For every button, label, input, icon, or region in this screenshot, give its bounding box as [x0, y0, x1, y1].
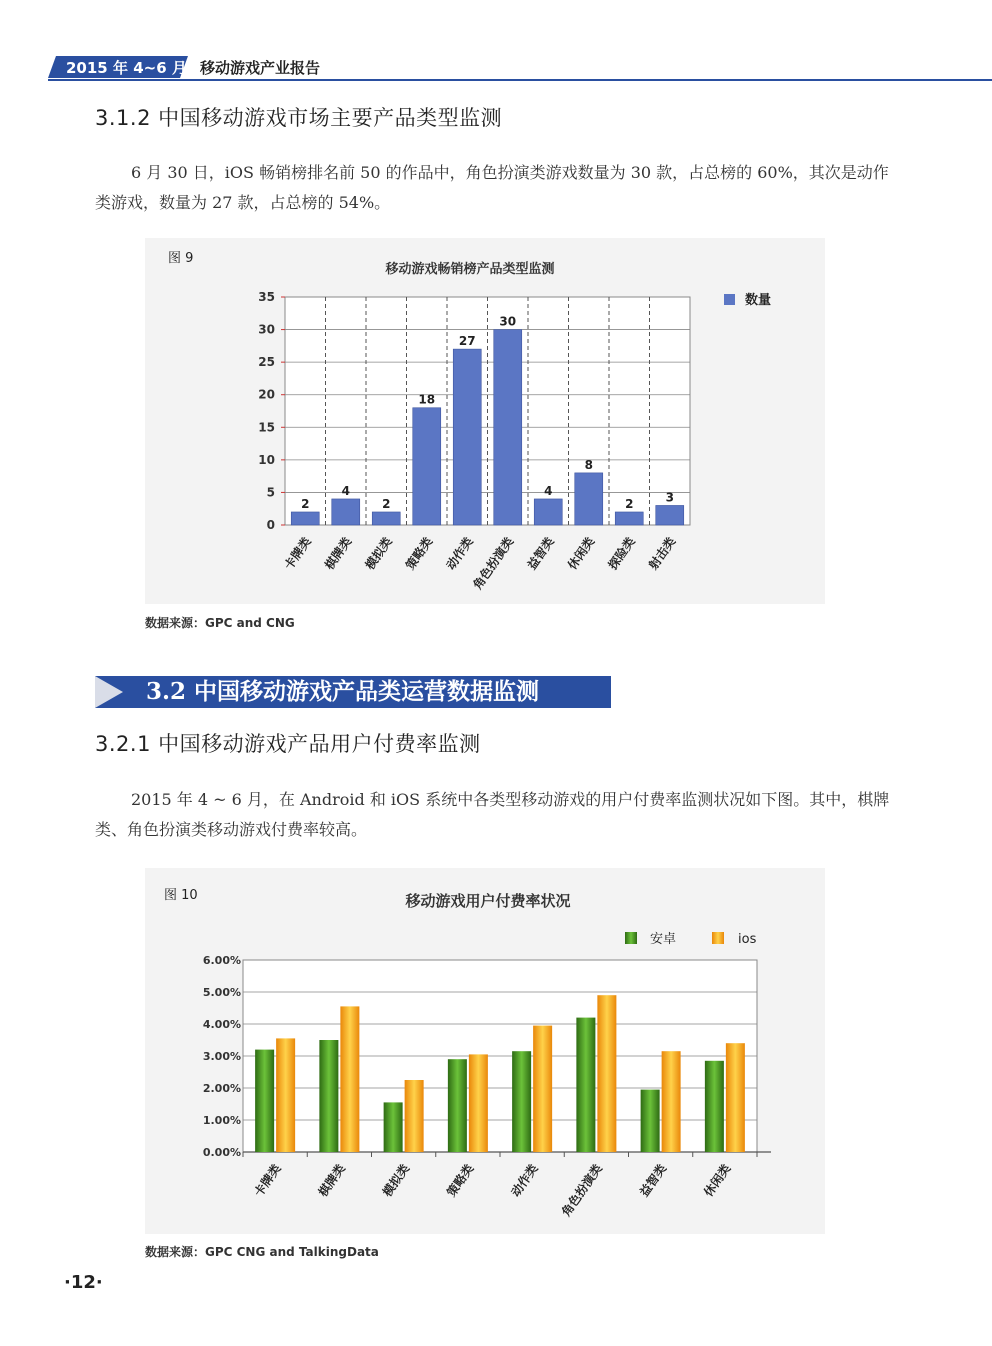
chart1-category-label: 探险类 [605, 534, 638, 573]
chart1-category-label: 棋牌类 [322, 534, 355, 573]
chart2-bar-ios [597, 995, 616, 1152]
chart1-data-label: 2 [301, 496, 310, 511]
chart2-ytick-label: 1.00% [202, 1114, 241, 1127]
chart2-ytick-label: 0.00% [202, 1146, 241, 1159]
chart2-legend-label-android: 安卓 [650, 932, 677, 947]
chart2-bar-ios [469, 1054, 488, 1152]
header-date: 2015 年 4~6 月 [66, 59, 187, 77]
chart2-category-label: 策略类 [444, 1161, 477, 1200]
figure9-label: 图 9 [168, 251, 194, 266]
section-32-arrow-icon [95, 676, 123, 708]
chart1-ytick-label: 35 [258, 290, 275, 304]
chart2-category-label: 棋牌类 [315, 1161, 348, 1200]
chart2-bar-android [448, 1059, 467, 1152]
chart1-category-label: 动作类 [443, 534, 476, 573]
chart2-category-label: 模拟类 [379, 1161, 413, 1200]
chart2-bar-ios [533, 1026, 552, 1152]
section-321-heading: 3.2.1 中国移动游戏产品用户付费率监测 [95, 732, 481, 756]
chart1-legend-swatch [724, 294, 735, 305]
chart1-data-label: 2 [625, 496, 634, 511]
header-report-title: 移动游戏产业报告 [200, 59, 321, 77]
section-321-paragraph: 2015 年 4 ~ 6 月，在 Android 和 iOS 系统中各类型移动游戏的用户付费率监测状况如下图。其中，棋牌类、角色扮演类移动游戏付费率较高。 [95, 790, 890, 839]
chart1-bar [372, 512, 400, 525]
chart1-ytick-label: 10 [258, 452, 275, 467]
chart2-bar-ios [662, 1051, 681, 1152]
chart1-category-label: 卡牌类 [281, 534, 314, 573]
chart2-legend-swatch-android [625, 932, 637, 944]
chart1-svg [145, 238, 825, 604]
chart2-category-label: 动作类 [508, 1161, 541, 1200]
chart2-ytick-label: 5.00% [202, 986, 241, 999]
chart1-bar [575, 473, 603, 525]
chart2-category-label: 角色扮演类 [558, 1161, 605, 1219]
figure10-source: 数据来源：GPC CNG and TalkingData [145, 1245, 379, 1259]
chart1-bar [291, 512, 319, 525]
chart2-ytick-label: 2.00% [202, 1082, 241, 1095]
chart1-data-label: 4 [341, 483, 350, 498]
chart1-ytick-label: 30 [258, 322, 275, 337]
figure10-label: 图 10 [164, 888, 198, 903]
chart1-legend-label: 数量 [745, 293, 772, 308]
chart1-bar [656, 505, 684, 525]
chart1-bar [615, 512, 643, 525]
chart2-category-label: 益智类 [636, 1161, 670, 1200]
chart2-bar-ios [340, 1006, 359, 1152]
chart1-ytick-label: 0 [266, 518, 275, 532]
chart2-category-label: 卡牌类 [251, 1161, 284, 1200]
chart2-bar-android [319, 1040, 338, 1152]
chart2-bar-android [384, 1102, 403, 1152]
chart1-bar [332, 499, 360, 525]
chart2-ytick-label: 6.00% [202, 954, 241, 967]
chart1-category-label: 模拟类 [362, 534, 395, 573]
chart2-category-label: 休闲类 [701, 1161, 734, 1200]
chart1-data-label: 4 [544, 483, 553, 498]
chart1-data-label: 27 [458, 334, 476, 349]
chart2-legend-label-ios: ios [738, 932, 757, 947]
chart1-ytick-label: 5 [266, 485, 275, 500]
chart1-data-label: 3 [665, 490, 674, 505]
chart1-ytick-label: 15 [258, 420, 275, 435]
chart1-data-label: 2 [382, 496, 391, 511]
chart2-ytick-label: 4.00% [202, 1018, 241, 1031]
section-312-paragraph: 6 月 30 日，iOS 畅销榜排名前 50 的作品中，角色扮演类游戏数量为 30 款，占总榜的 60%，其次是动作类游戏，数量为 27 款，占总榜的 54%。 [95, 163, 889, 212]
section-32-title: 3.2 中国移动游戏产品类运营数据监测 [146, 678, 540, 705]
chart1-category-label: 策略类 [403, 534, 436, 573]
chart1-category-label: 休闲类 [565, 534, 598, 573]
chart2-title: 移动游戏用户付费率状况 [405, 892, 571, 910]
section-312-heading: 3.1.2 中国移动游戏市场主要产品类型监测 [95, 106, 503, 130]
chart2-ytick-label: 3.00% [202, 1050, 241, 1063]
chart2-bar-android [705, 1061, 724, 1152]
chart2-bar-android [512, 1051, 531, 1152]
chart1-title: 移动游戏畅销榜产品类型监测 [385, 262, 555, 277]
chart2-svg [145, 868, 825, 1234]
chart2-bar-ios [405, 1080, 424, 1152]
chart2-bar-ios [276, 1038, 295, 1152]
figure9-source: 数据来源：GPC and CNG [145, 616, 295, 630]
chart2-legend-swatch-ios [712, 932, 724, 944]
chart2-bar-ios [726, 1043, 745, 1152]
chart1-bar [413, 408, 441, 525]
chart1-data-label: 30 [499, 314, 517, 329]
chart1-data-label: 18 [418, 392, 436, 407]
page-number: ·12· [64, 1272, 103, 1293]
chart1-bar [453, 349, 481, 525]
chart1-data-label: 8 [584, 457, 593, 472]
chart1-category-label: 益智类 [524, 534, 557, 573]
chart1-category-label: 角色扮演类 [470, 534, 517, 592]
chart2-bar-android [255, 1050, 274, 1152]
header-rule [48, 79, 992, 81]
chart1-bar [494, 330, 522, 525]
chart1-ytick-label: 20 [258, 387, 275, 402]
chart1-ytick-label: 25 [258, 355, 275, 370]
chart2-bar-android [641, 1090, 660, 1152]
chart1-category-label: 射击类 [646, 534, 679, 573]
chart2-bar-android [576, 1018, 595, 1152]
chart1-bar [534, 499, 562, 525]
